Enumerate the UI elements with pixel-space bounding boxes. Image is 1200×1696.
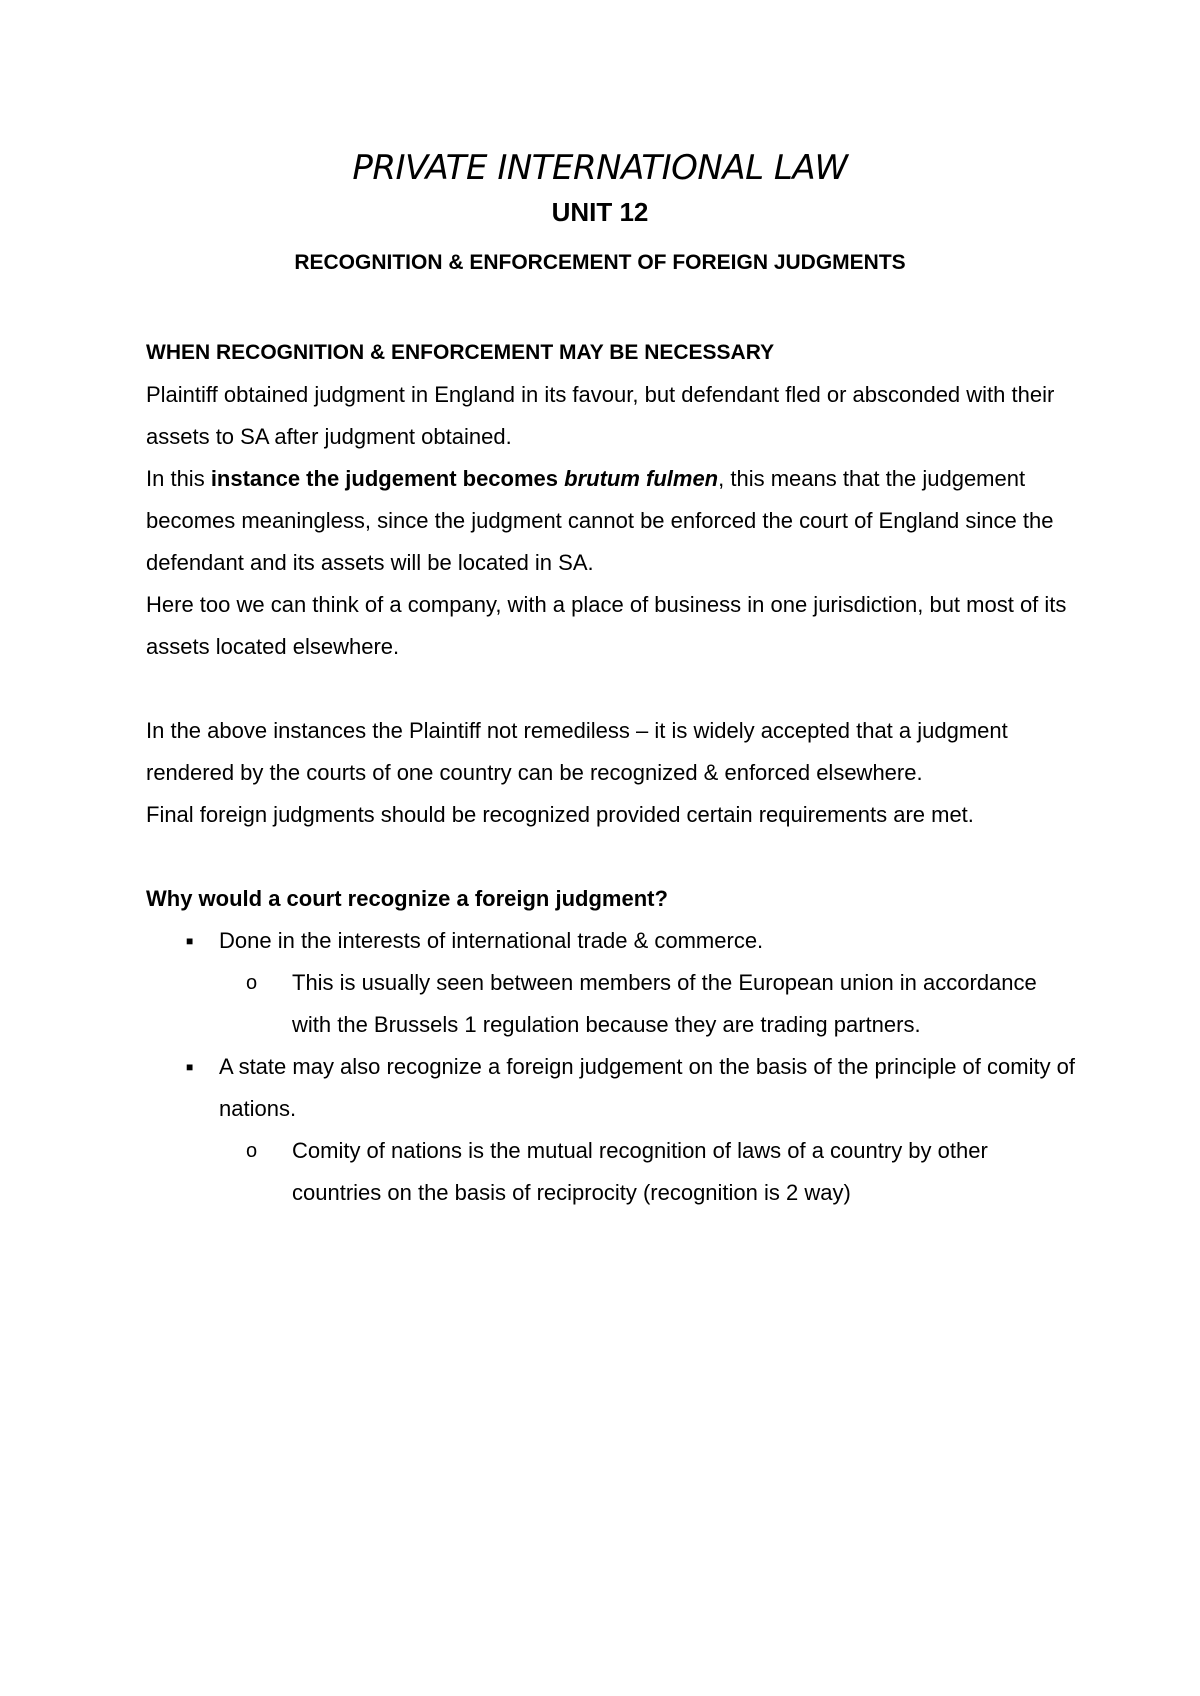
- sub-bullet-text: This is usually seen between members of the European union in accordance with the Brussels 1 regulation because they are trading partners.: [292, 970, 1037, 1037]
- circle-bullet-icon: o: [246, 1140, 258, 1162]
- document-title: PRIVATE INTERNATIONAL LAW: [352, 148, 848, 188]
- sub-bullet-item: [146, 962, 1076, 1046]
- section-heading-why-recognize: Why would a court recognize a foreign judgment?: [146, 886, 668, 911]
- document-body: [146, 332, 1076, 1214]
- document-subtitle: RECOGNITION & ENFORCEMENT OF FOREIGN JUDGMENTS: [294, 251, 906, 274]
- bullet-item: [146, 920, 1076, 962]
- paragraph-brutum-fulmen-prefix: In this: [146, 466, 211, 491]
- square-bullet-icon: ■: [186, 934, 194, 948]
- bullet-text: Done in the interests of international trade & commerce.: [219, 928, 764, 953]
- paragraph-not-remediless: In the above instances the Plaintiff not remediless – it is widely accepted that a judgment rendered by the courts of one country can be recognized & enforced elsewhere.: [146, 718, 1008, 785]
- sub-bullet-text: Comity of nations is the mutual recognition of laws of a country by other countries on the basis of reciprocity (recognition is 2 way): [292, 1138, 988, 1205]
- paragraph-brutum-fulmen-term: brutum fulmen: [564, 466, 719, 491]
- bullet-item: [146, 1046, 1076, 1130]
- paragraph-final-judgments: Final foreign judgments should be recognized provided certain requirements are met.: [146, 802, 974, 827]
- square-bullet-icon: ■: [186, 1060, 194, 1074]
- paragraph-company-example: Here too we can think of a company, with a place of business in one jurisdiction, but most of its assets located elsewhere.: [146, 592, 1067, 659]
- sub-bullet-item: [146, 1130, 1076, 1214]
- paragraph-brutum-fulmen: [146, 458, 1076, 584]
- paragraph-spacer: [146, 836, 1076, 878]
- paragraph-spacer: [146, 668, 1076, 710]
- circle-bullet-icon: o: [246, 972, 258, 994]
- section-heading-necessity: WHEN RECOGNITION & ENFORCEMENT MAY BE NECESSARY: [146, 341, 775, 364]
- bullet-text: A state may also recognize a foreign judgement on the basis of the principle of comity of nations.: [219, 1054, 1076, 1121]
- unit-heading: UNIT 12: [551, 197, 649, 227]
- paragraph-brutum-fulmen-bold: instance the judgement becomes: [210, 466, 565, 491]
- paragraph-brutum-fulmen-rest: , this means that the judgement becomes meaningless, since the judgment cannot be enforced the court of England since the defendant and its assets will be located in SA.: [146, 466, 1054, 575]
- paragraph-plaintiff-judgment: Plaintiff obtained judgment in England in its favour, but defendant fled or absconded with their assets to SA after judgment obtained.: [146, 382, 1055, 449]
